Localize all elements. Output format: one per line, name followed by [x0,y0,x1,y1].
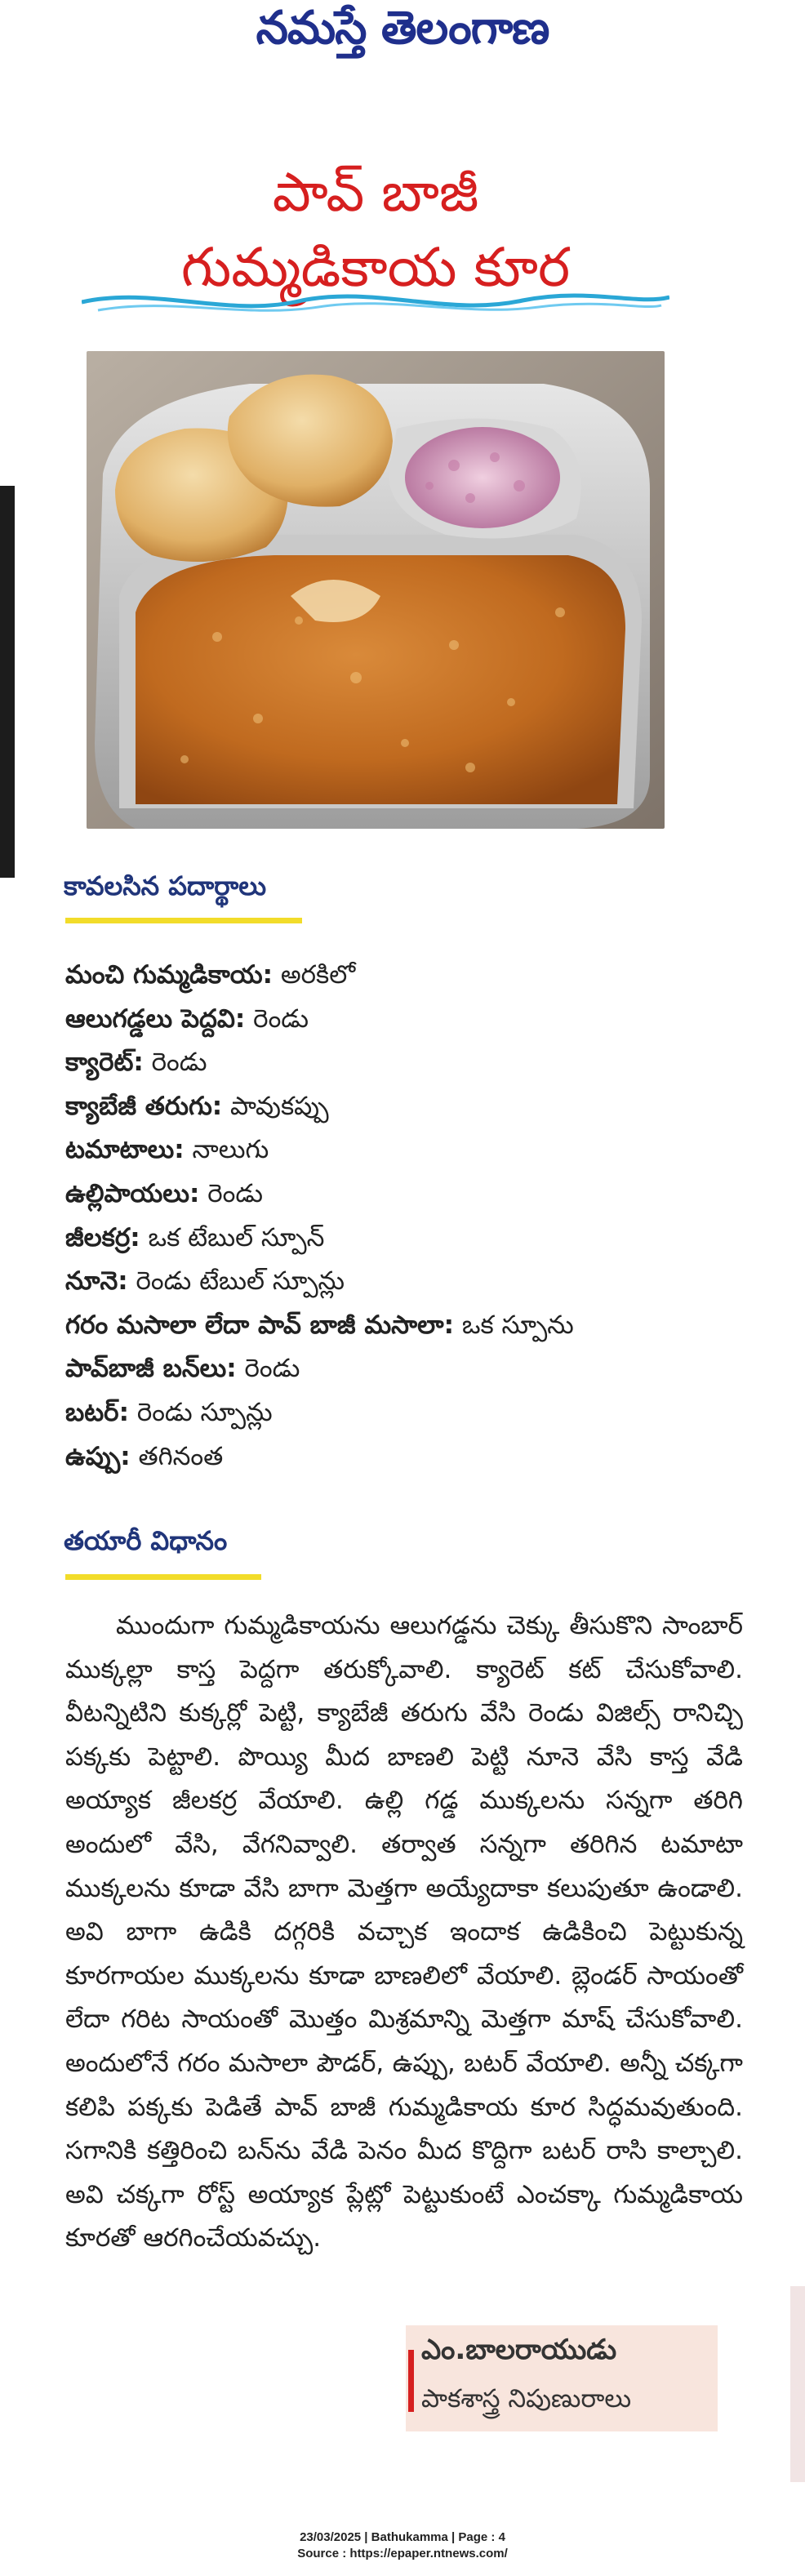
ingredient-quantity: పావుకప్పు [222,1091,329,1121]
ingredient-name: మంచి గుమ్మడికాయ: [65,960,274,990]
ingredient-quantity: రెండు [143,1048,207,1078]
ingredient-quantity: రెండు స్పూన్లు [128,1397,273,1427]
method-heading: తయారీ విధానం [64,1525,228,1556]
ingredient-name: బటర్: [65,1397,129,1427]
ingredient-name: నూనె: [65,1266,128,1297]
ingredient-item [65,954,767,998]
pav-bhaji-plate-icon [87,351,665,829]
ingredient-name: ఆలుగడ్డలు పెద్దవి: [65,1003,246,1034]
ingredient-item [65,1391,767,1435]
ingredient-name: ఉల్లిపాయలు: [65,1178,200,1208]
ingredient-name: క్యారెట్: [65,1048,144,1078]
ingredient-quantity: తగినంత [130,1441,224,1471]
ingredient-name: గరం మసాలా లేదా పావ్ బాజీ మసాలా: [65,1310,454,1340]
page-edge-strip [790,2286,805,2482]
ingredient-item [65,1085,767,1129]
ingredient-quantity: రెండు [245,1003,309,1034]
ingredient-item [65,1172,767,1217]
article-title-line-2: గుమ్మడికాయ కూర [180,236,571,299]
page-edge-strip [0,486,15,878]
ingredient-item [65,1260,767,1304]
ingredients-heading-underline [65,918,302,923]
footer-source-line: Source : https://epaper.ntnews.com/ [297,2547,508,2560]
newspaper-masthead: నమస్తే తెలంగాణ [256,2,549,55]
ingredient-name: జీలకర్ర: [65,1222,140,1252]
ingredient-item [65,1435,767,1479]
ingredient-quantity: అరకిలో [273,960,356,990]
ingredient-quantity: రెండు [199,1178,264,1208]
ingredients-list [65,954,767,1479]
dish-photo [87,351,665,829]
method-heading-underline [65,1574,261,1580]
author-accent-bar [408,2350,414,2412]
ingredient-item [65,1347,767,1391]
method-paragraph: ముందుగా గుమ్మడికాయను ఆలుగడ్డను చెక్కు తీసుకొని సాంబార్ ముక్కల్లా కాస్త పెద్దగా తరుక్కోవాలి. క్యారెట్ కట్ చేసుకోవాలి. వీటన్నిటిని కుక్కర్లో పెట్టి, క్యాబేజీ తరుగు వేసి రెండు విజిల్స్ రానిచ్చి పక్కకు పెట్టాలి. పొయ్యి మీద బాణలి పెట్టి నూనె వేసి కాస్త వేడి అయ్యాక జీలకర్ర వేయాలి. ఉల్లి గడ్డ ముక్కలను సన్నగా తరిగి అందులో వేసి, వేగనివ్వాలి. తర్వాత సన్నగా తరిగిన టమాటా ముక్కలను కూడా వేసి బాగా మెత్తగా అయ్యేదాకా కలుపుతూ ఉండాలి. అవి బాగా ఉడికి దగ్గరికి వచ్చాక ఇందాక ఉడికించి పెట్టుకున్న కూరగాయల ముక్కలను కూడా బాణలిలో వేయాలి. బ్లెండర్ సాయంతో లేదా గరిట సాయంతో మొత్తం మిశ్రమాన్ని మెత్తగా మాష్ చేసుకోవాలి. అందులోనే గరం మసాలా పౌడర్, ఉప్పు, బటర్ వేయాలి. అన్నీ చక్కగా కలిపి పక్కకు పెడితే పావ్ బాజీ గుమ్మడికాయ కూర సిద్ధమవుతుంది. సగానికి కత్తిరించి బన్‌ను వేడి పెనం మీద కొద్దిగా బటర్ రాసి కాల్చాలి. అవి చక్కగా రోస్ట్ అయ్యాక ప్లేట్లో పెట్టుకుంటే ఎంచక్కా గుమ్మడికాయ కూరతో ఆరగించేయవచ్చు. [65,1611,743,2253]
ingredient-name: ఉప్పు: [65,1441,131,1471]
article-title [82,155,669,305]
ingredient-quantity: రెండు టేబుల్ స్పూన్లు [127,1266,345,1297]
ingredient-quantity: ఒక స్పూను [453,1310,574,1340]
ingredient-item [65,1304,767,1348]
ingredients-heading: కావలసిన పదార్థాలు [64,870,267,901]
ingredient-item [65,998,767,1042]
ingredient-quantity: ఒక టేబుల్ స్పూన్ [140,1222,325,1252]
author-name: ఎం.బాలరాయుడు [421,2334,617,2366]
decorative-wave [82,286,669,318]
ingredient-item [65,1217,767,1261]
article-title-line-1: పావ్ బాజీ [272,161,479,224]
ingredient-name: క్యాబేజీ తరుగు: [65,1091,223,1121]
ingredient-item [65,1041,767,1085]
ingredient-quantity: రెండు [236,1354,300,1384]
ingredient-quantity: నాలుగు [184,1135,269,1165]
ingredient-name: టమాటాలు: [65,1135,185,1165]
ingredient-item [65,1128,767,1172]
page-footer [0,2529,805,2562]
author-role: పాకశాస్త్ర నిపుణురాలు [421,2384,632,2414]
footer-date-line: 23/03/2025 | Bathukamma | Page : 4 [300,2530,505,2544]
ingredient-name: పావ్‌బాజీ బన్‌లు: [65,1354,237,1384]
